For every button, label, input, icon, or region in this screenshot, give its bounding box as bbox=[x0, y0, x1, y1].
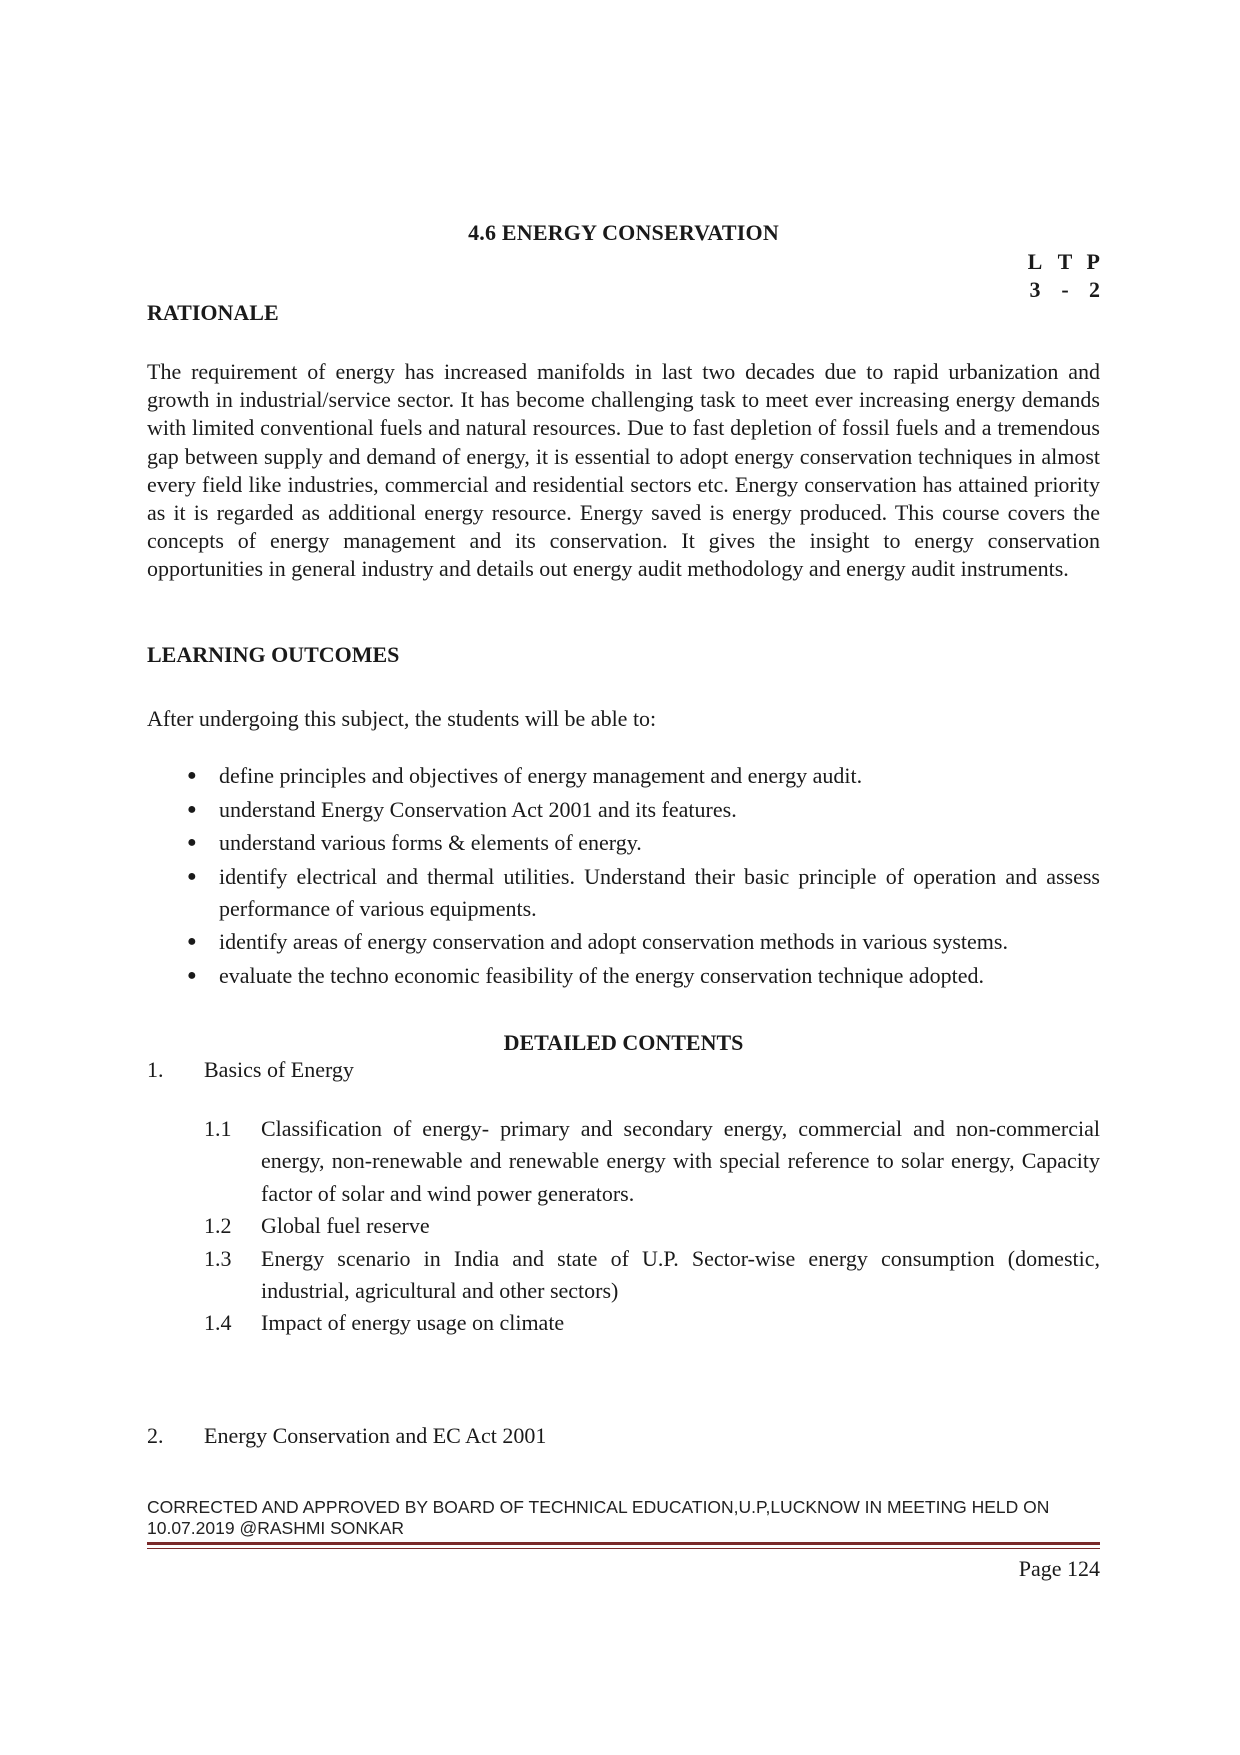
footer-note: CORRECTED AND APPROVED BY BOARD OF TECHNICAL EDUCATION,U.P,LUCKNOW IN MEETING HELD ON 10.07.2019 @RASHMI SONKAR bbox=[147, 1497, 1050, 1538]
list-item-text: identify areas of energy conservation and adopt conservation methods in various systems. bbox=[219, 929, 1008, 954]
rationale-paragraph: The requirement of energy has increased manifolds in last two decades due to rapid urbanization and growth in industrial/service sector. It has become challenging task to meet ever increasing energy demands with limited conventional fuels and natural resources. Due to fast depletion of fossil fuels and a tremendous gap between supply and demand of energy, it is essential to adopt energy conservation techniques in almost every field like industries, commercial and residential sectors etc. Energy conservation has attained priority as it is regarded as additional energy resource. Energy saved is energy produced. This course covers the concepts of energy management and its conservation. It gives the insight to energy conservation opportunities in general industry and details out energy audit methodology and energy audit instruments. bbox=[147, 359, 1100, 582]
list-item-text: define principles and objectives of energy management and energy audit. bbox=[219, 763, 863, 788]
footer-rule bbox=[147, 1542, 1100, 1545]
section-number: 1. bbox=[147, 1057, 164, 1082]
list-item bbox=[147, 827, 1100, 859]
ltp-value-l: 3 bbox=[1029, 277, 1041, 302]
item-number: 1.1 bbox=[204, 1116, 232, 1141]
list-item bbox=[147, 794, 1100, 826]
item-text: Impact of energy usage on climate bbox=[261, 1310, 565, 1336]
list-item bbox=[204, 1307, 1100, 1339]
list-item bbox=[204, 1243, 1100, 1308]
item-text: Energy scenario in India and state of U.P. Sector-wise energy consumption (domestic, industrial, agricultural and other sectors) bbox=[261, 1245, 1100, 1304]
ltp-label-l: L bbox=[1027, 249, 1043, 274]
list-item-text: understand various forms & elements of energy. bbox=[219, 830, 642, 855]
section-1-items bbox=[204, 1113, 1100, 1340]
bullet-icon: ● bbox=[187, 800, 197, 818]
detailed-contents-heading: DETAILED CONTENTS bbox=[503, 1030, 744, 1055]
list-item bbox=[147, 861, 1100, 925]
ltp-block bbox=[1020, 248, 1100, 304]
section-title: Basics of Energy bbox=[204, 1057, 354, 1082]
section-1-heading bbox=[147, 1057, 1100, 1087]
item-number: 1.4 bbox=[204, 1310, 232, 1336]
bullet-icon: ● bbox=[187, 933, 197, 950]
list-item-text: understand Energy Conservation Act 2001 and its features. bbox=[219, 796, 737, 822]
section-title: Energy Conservation and EC Act 2001 bbox=[204, 1423, 547, 1448]
learning-outcomes-heading: LEARNING OUTCOMES bbox=[147, 642, 400, 667]
list-item bbox=[204, 1113, 1100, 1210]
list-item-text: identify electrical and thermal utilities. Understand their basic principle of operation and assess performance of various equipments. bbox=[219, 863, 1100, 921]
item-number: 1.3 bbox=[204, 1245, 232, 1271]
item-text: Classification of energy- primary and secondary energy, commercial and non-commercial energy, non-renewable and renewable energy with special reference to solar energy, Capacity factor of solar and wind power generators. bbox=[261, 1116, 1100, 1206]
document-page bbox=[147, 0, 1100, 1755]
rationale-heading: RATIONALE bbox=[147, 300, 279, 325]
learning-outcomes-list bbox=[147, 760, 1100, 993]
list-item bbox=[147, 926, 1100, 958]
ltp-values-row bbox=[1020, 276, 1100, 304]
section-number: 2. bbox=[147, 1423, 164, 1448]
list-item bbox=[147, 760, 1100, 792]
bullet-icon: ● bbox=[187, 834, 197, 851]
list-item-text: evaluate the techno economic feasibility of the energy conservation technique adopted. bbox=[219, 962, 985, 988]
ltp-label-p: P bbox=[1086, 249, 1100, 274]
ltp-labels-row bbox=[1020, 248, 1100, 276]
page-number: Page 124 bbox=[1018, 1556, 1100, 1581]
section-2-heading bbox=[147, 1423, 1100, 1453]
item-number: 1.2 bbox=[204, 1213, 232, 1239]
bullet-icon: ● bbox=[187, 966, 197, 984]
item-text: Global fuel reserve bbox=[261, 1213, 430, 1239]
ltp-label-t: T bbox=[1057, 249, 1073, 274]
list-item bbox=[204, 1210, 1100, 1242]
ltp-value-p: 2 bbox=[1089, 277, 1100, 302]
learning-outcomes-intro: After undergoing this subject, the students will be able to: bbox=[147, 706, 657, 731]
page-title: 4.6 ENERGY CONSERVATION bbox=[468, 220, 779, 245]
bullet-icon: ● bbox=[187, 867, 197, 885]
bullet-icon: ● bbox=[187, 767, 197, 784]
footer-rule-thin bbox=[147, 1548, 1100, 1549]
list-item bbox=[147, 960, 1100, 992]
ltp-value-t: - bbox=[1061, 277, 1069, 302]
